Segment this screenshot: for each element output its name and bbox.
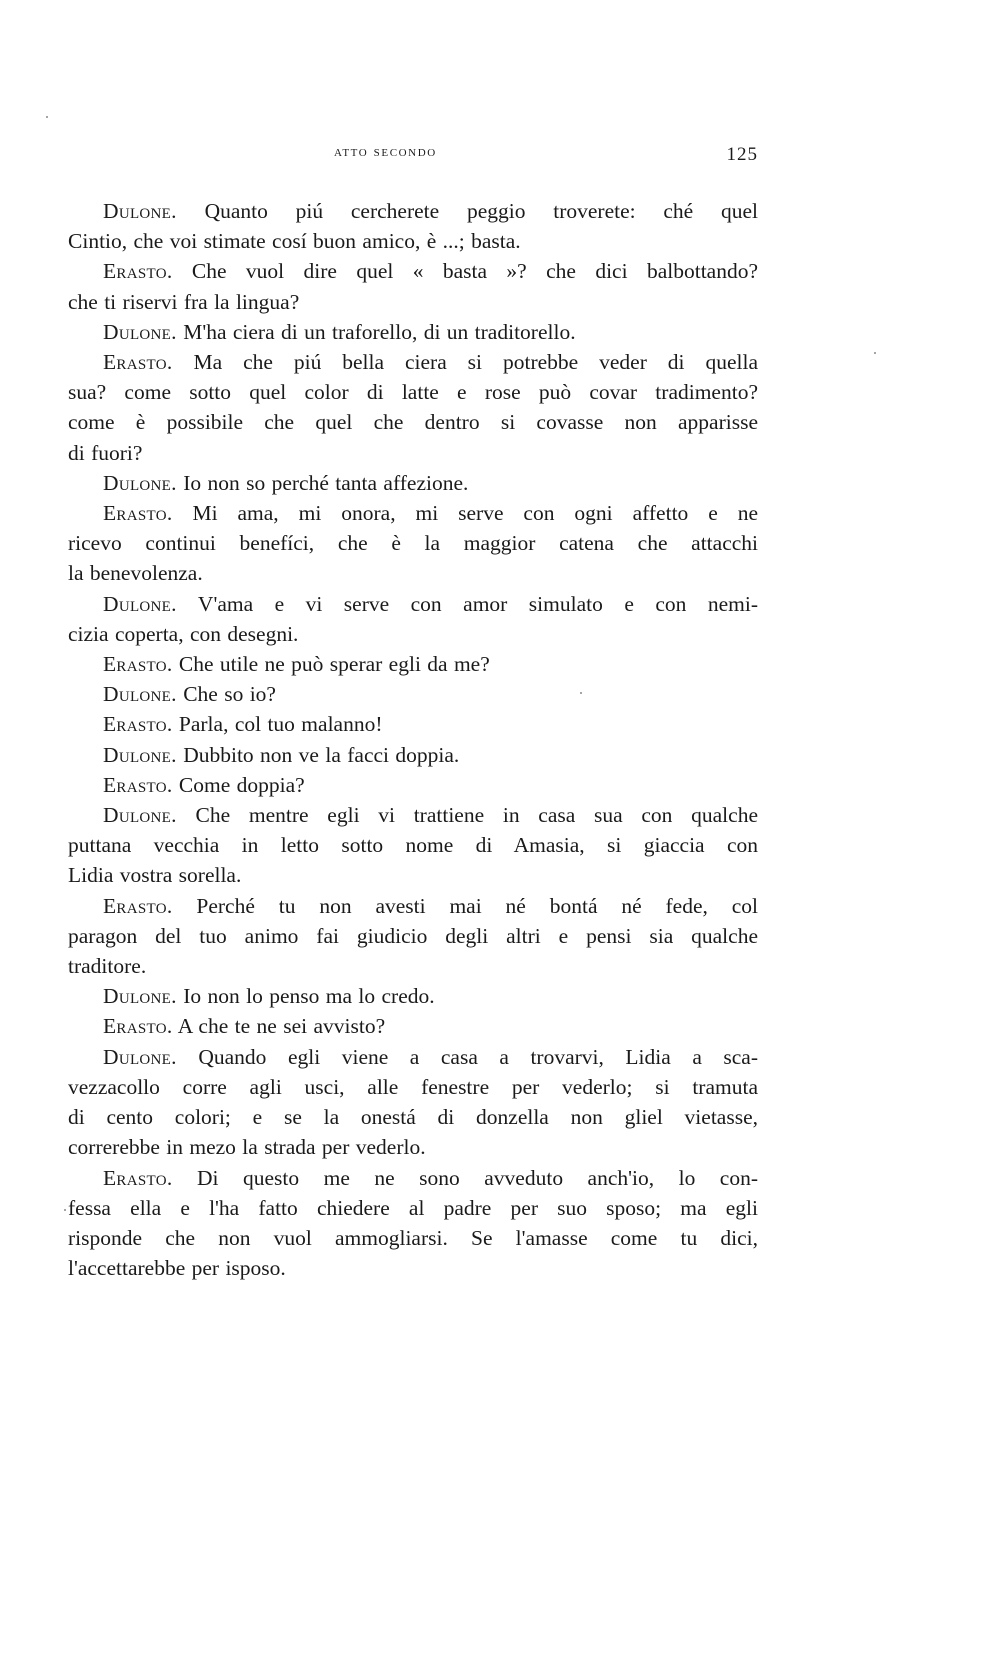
speaker-name: Erasto. [103,652,173,677]
line-text: Parla, col tuo malanno! [178,712,383,737]
speaker-name: Dulone. [103,1044,177,1069]
speaker-name: Dulone. [103,199,177,223]
line-text: Che utile ne può sperar egli da me? [178,652,490,677]
text-line [68,1253,758,1283]
line-text: fessa ella e l'ha fatto chiedere al padre per suo sposo; ma egli [68,1195,758,1220]
text-line [68,468,758,498]
page-number: 125 [726,144,758,165]
speaker-name: Erasto. [103,501,173,526]
text-line [68,740,758,770]
speaker-name: Dulone. [103,984,177,1009]
line-text: Dubbito non ve la facci doppia. [183,742,460,767]
speaker-name: Erasto. [103,1014,173,1039]
speaker-name: Erasto. [103,772,173,797]
text-line [68,256,758,286]
line-text: di fuori? [68,440,143,465]
line-text: come è possibile che quel che dentro si covasse non apparisse [68,410,758,435]
dialogue-paragraph [68,981,758,1011]
scan-speck [580,692,582,694]
line-text: cizia coperta, con desegni. [68,621,299,646]
speaker-name: Erasto. [103,350,173,375]
speaker-name: Dulone. [103,319,177,344]
line-text: sua? come sotto quel color di latte e rose può covar tradimento? [68,380,758,405]
speaker-name: Erasto. [103,1165,173,1190]
running-head [68,144,758,168]
dialogue-paragraph [68,317,758,347]
running-title: atto secondo [334,144,437,160]
text-line [68,1193,758,1223]
text-line [68,1223,758,1253]
speaker-name: Erasto. [103,712,173,737]
text-line [68,770,758,800]
scan-speck [874,352,876,354]
line-text: Lidia vostra sorella. [68,863,242,888]
text-line [68,619,758,649]
line-text: traditore. [68,954,147,979]
text-line [68,1072,758,1102]
text-line [68,407,758,437]
scan-speck [64,1209,66,1211]
line-text: Mi ama, mi onora, mi serve con ogni affetto e ne [192,501,758,526]
line-text: la benevolenza. [68,561,203,586]
dialogue-paragraph [68,589,758,649]
text-line [68,1042,758,1072]
line-text: Quanto piú cercherete peggio troverete: ché quel [204,199,758,223]
text-line [68,1132,758,1162]
dialogue-paragraph [68,891,758,982]
speaker-name: Dulone. [103,470,177,495]
line-text: di cento colori; e se la onestá di donzella non gliel vietasse, [68,1105,758,1130]
text-line [68,800,758,830]
dialogue-paragraph [68,1042,758,1163]
line-text: ricevo continui benefíci, che è la maggior catena che attacchi [68,531,758,556]
line-text: correrebbe in mezo la strada per vederlo. [68,1135,426,1160]
text-line [68,981,758,1011]
speaker-name: Dulone. [103,682,177,707]
text-line [68,589,758,619]
speaker-name: Dulone. [103,742,177,767]
dialogue-paragraph [68,800,758,891]
dialogue-paragraph [68,256,758,316]
text-line [68,649,758,679]
line-text: Io non so perché tanta affezione. [183,470,469,495]
text-line [68,377,758,407]
dialogue-paragraph [68,196,758,256]
speaker-name: Erasto. [103,259,173,284]
line-text: V'ama e vi serve con amor simulato e con nemi- [197,591,758,616]
line-text: M'ha ciera di un traforello, di un traditorello. [183,319,576,344]
dialogue-paragraph [68,679,758,709]
line-text: Cintio, che voi stimate cosí buon amico, è ...; basta. [68,229,521,254]
dialogue-paragraph [68,1163,758,1284]
line-text: Che so io? [183,682,276,707]
line-text: paragon del tuo animo fai giudicio degli altri e pensi sia qualche [68,923,758,948]
text-line [68,287,758,317]
dialogue-paragraph [68,347,758,468]
text-line [68,347,758,377]
line-text: Di questo me ne sono avveduto anch'io, lo con- [197,1165,759,1190]
dialogue-paragraph [68,649,758,679]
dialogue-paragraph [68,468,758,498]
speaker-name: Erasto. [103,893,173,918]
line-text: Che mentre egli vi trattiene in casa sua con qualche [195,803,758,828]
line-text: l'accettarebbe per isposo. [68,1256,286,1281]
text-line [68,1163,758,1193]
text-line [68,679,758,709]
text-line [68,528,758,558]
text-line [68,317,758,347]
speaker-name: Dulone. [103,803,177,828]
dialogue-paragraph [68,1011,758,1041]
scan-speck [46,116,48,118]
text-line [68,709,758,739]
text-line [68,498,758,528]
line-text: che ti riservi fra la lingua? [68,289,300,314]
speaker-name: Dulone. [103,591,177,616]
line-text: Perché tu non avesti mai né bontá né fede, col [196,893,758,918]
text-line [68,891,758,921]
text-line [68,558,758,588]
line-text: Io non lo penso ma lo credo. [183,984,435,1009]
line-text: puttana vecchia in letto sotto nome di Amasia, si giaccia con [68,833,758,858]
text-line [68,830,758,860]
line-text: Come doppia? [178,772,305,797]
line-text: vezzacollo corre agli usci, alle fenestre per vederlo; si tramuta [68,1074,758,1099]
text-line [68,860,758,890]
dialogue-paragraph [68,709,758,739]
text-line [68,438,758,468]
line-text: Quando egli viene a casa a trovarvi, Lidia a sca- [198,1044,758,1069]
dialogue-paragraph [68,498,758,589]
line-text: Ma che piú bella ciera si potrebbe veder di quella [193,350,759,375]
line-text: Che vuol dire quel « basta »? che dici balbottando? [191,259,759,284]
text-line [68,196,758,226]
text-line [68,1011,758,1041]
text-line [68,951,758,981]
text-line [68,1102,758,1132]
dialogue-paragraph [68,770,758,800]
text-line [68,226,758,256]
line-text: risponde che non vuol ammogliarsi. Se l'amasse come tu dici, [68,1225,758,1250]
dialogue-text [68,196,758,1283]
line-text: A che te ne sei avvisto? [177,1014,386,1039]
dialogue-paragraph [68,740,758,770]
text-line [68,921,758,951]
